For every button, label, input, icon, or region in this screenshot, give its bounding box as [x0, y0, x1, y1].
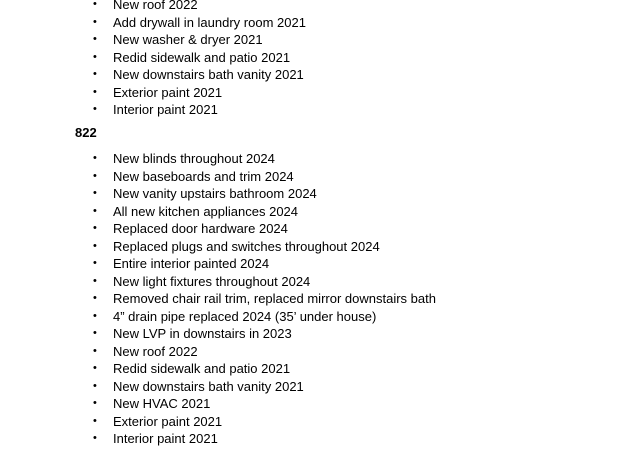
list-item: [0, 325, 436, 343]
list-item: [0, 255, 436, 273]
bullet-icon: •: [93, 327, 97, 339]
bullet-icon: •: [93, 362, 97, 374]
list-item-text: Redid sidewalk and patio 2021: [113, 49, 291, 65]
list-item: [0, 343, 436, 361]
list-item: [0, 31, 306, 49]
list-item-text: Redid sidewalk and patio 2021: [113, 361, 291, 376]
bullet-icon: •: [93, 309, 97, 322]
list-item-text: New light fixtures throughout 2024: [113, 273, 311, 289]
bullet-icon: •: [93, 379, 97, 392]
list-item: [0, 238, 436, 256]
list-item-text: New baseboards and trim 2024: [113, 168, 294, 184]
bullet-icon: •: [93, 397, 97, 409]
list-item-text: New roof 2022: [113, 0, 198, 12]
list-item-text: New blinds throughout 2024: [113, 151, 275, 166]
list-item: [0, 395, 436, 413]
list-item: [0, 150, 436, 168]
list-item-text: Removed chair rail trim, replaced mirror downstairs bath: [113, 291, 436, 306]
list-item: [0, 378, 436, 396]
bullet-icon: •: [93, 257, 97, 269]
list-item-text: New downstairs bath vanity 2021: [113, 67, 304, 82]
list-item: [0, 290, 436, 308]
list-item-text: New HVAC 2021: [113, 396, 211, 411]
list-item: [0, 273, 436, 291]
list-item-text: Replaced door hardware 2024: [113, 221, 288, 236]
bullet-icon: •: [93, 0, 97, 10]
bullet-icon: •: [93, 414, 97, 427]
bullet-icon: •: [93, 68, 97, 80]
list-item-text: New washer & dryer 2021: [113, 32, 263, 47]
bullet-icon: •: [93, 50, 97, 63]
bullet-icon: •: [93, 222, 97, 234]
list-item: [0, 168, 436, 186]
list-item-text: Interior paint 2021: [113, 431, 218, 446]
bullet-icon: •: [93, 432, 97, 444]
list-item: [0, 185, 436, 203]
list-item: [0, 360, 436, 378]
list-item: [0, 101, 306, 119]
bullet-icon: •: [93, 239, 97, 252]
improvements-list-unit-822: [0, 150, 436, 448]
bullet-icon: •: [93, 187, 97, 199]
list-item-text: Exterior paint 2021: [113, 413, 223, 429]
bullet-icon: •: [93, 15, 97, 28]
bullet-icon: •: [93, 33, 97, 45]
list-item: [0, 308, 436, 326]
list-item: [0, 0, 306, 14]
bullet-icon: •: [93, 169, 97, 182]
list-item-text: Replaced plugs and switches throughout 2024: [113, 238, 380, 254]
list-item-text: New roof 2022: [113, 343, 198, 359]
bullet-icon: •: [93, 292, 97, 304]
bullet-icon: •: [93, 103, 97, 115]
list-item: [0, 203, 436, 221]
list-item: [0, 413, 436, 431]
list-item-text: Add drywall in laundry room 2021: [113, 14, 306, 30]
list-item: [0, 49, 306, 67]
bullet-icon: •: [93, 274, 97, 287]
list-item-text: All new kitchen appliances 2024: [113, 203, 299, 219]
list-item: [0, 66, 306, 84]
list-item-text: Exterior paint 2021: [113, 84, 223, 100]
improvements-list-previous-unit: [0, 0, 306, 119]
list-item-text: Interior paint 2021: [113, 102, 218, 117]
bullet-icon: •: [93, 152, 97, 164]
list-item: [0, 84, 306, 102]
list-item-text: 4” drain pipe replaced 2024 (35’ under house): [113, 308, 377, 324]
list-item: [0, 430, 436, 448]
list-item-text: New vanity upstairs bathroom 2024: [113, 186, 317, 201]
list-item-text: New LVP in downstairs in 2023: [113, 326, 292, 341]
bullet-icon: •: [93, 204, 97, 217]
bullet-icon: •: [93, 85, 97, 98]
bullet-icon: •: [93, 344, 97, 357]
list-item-text: New downstairs bath vanity 2021: [113, 378, 304, 394]
list-item: [0, 220, 436, 238]
list-item: [0, 14, 306, 32]
list-item-text: Entire interior painted 2024: [113, 256, 270, 271]
unit-heading: 822: [75, 125, 97, 140]
